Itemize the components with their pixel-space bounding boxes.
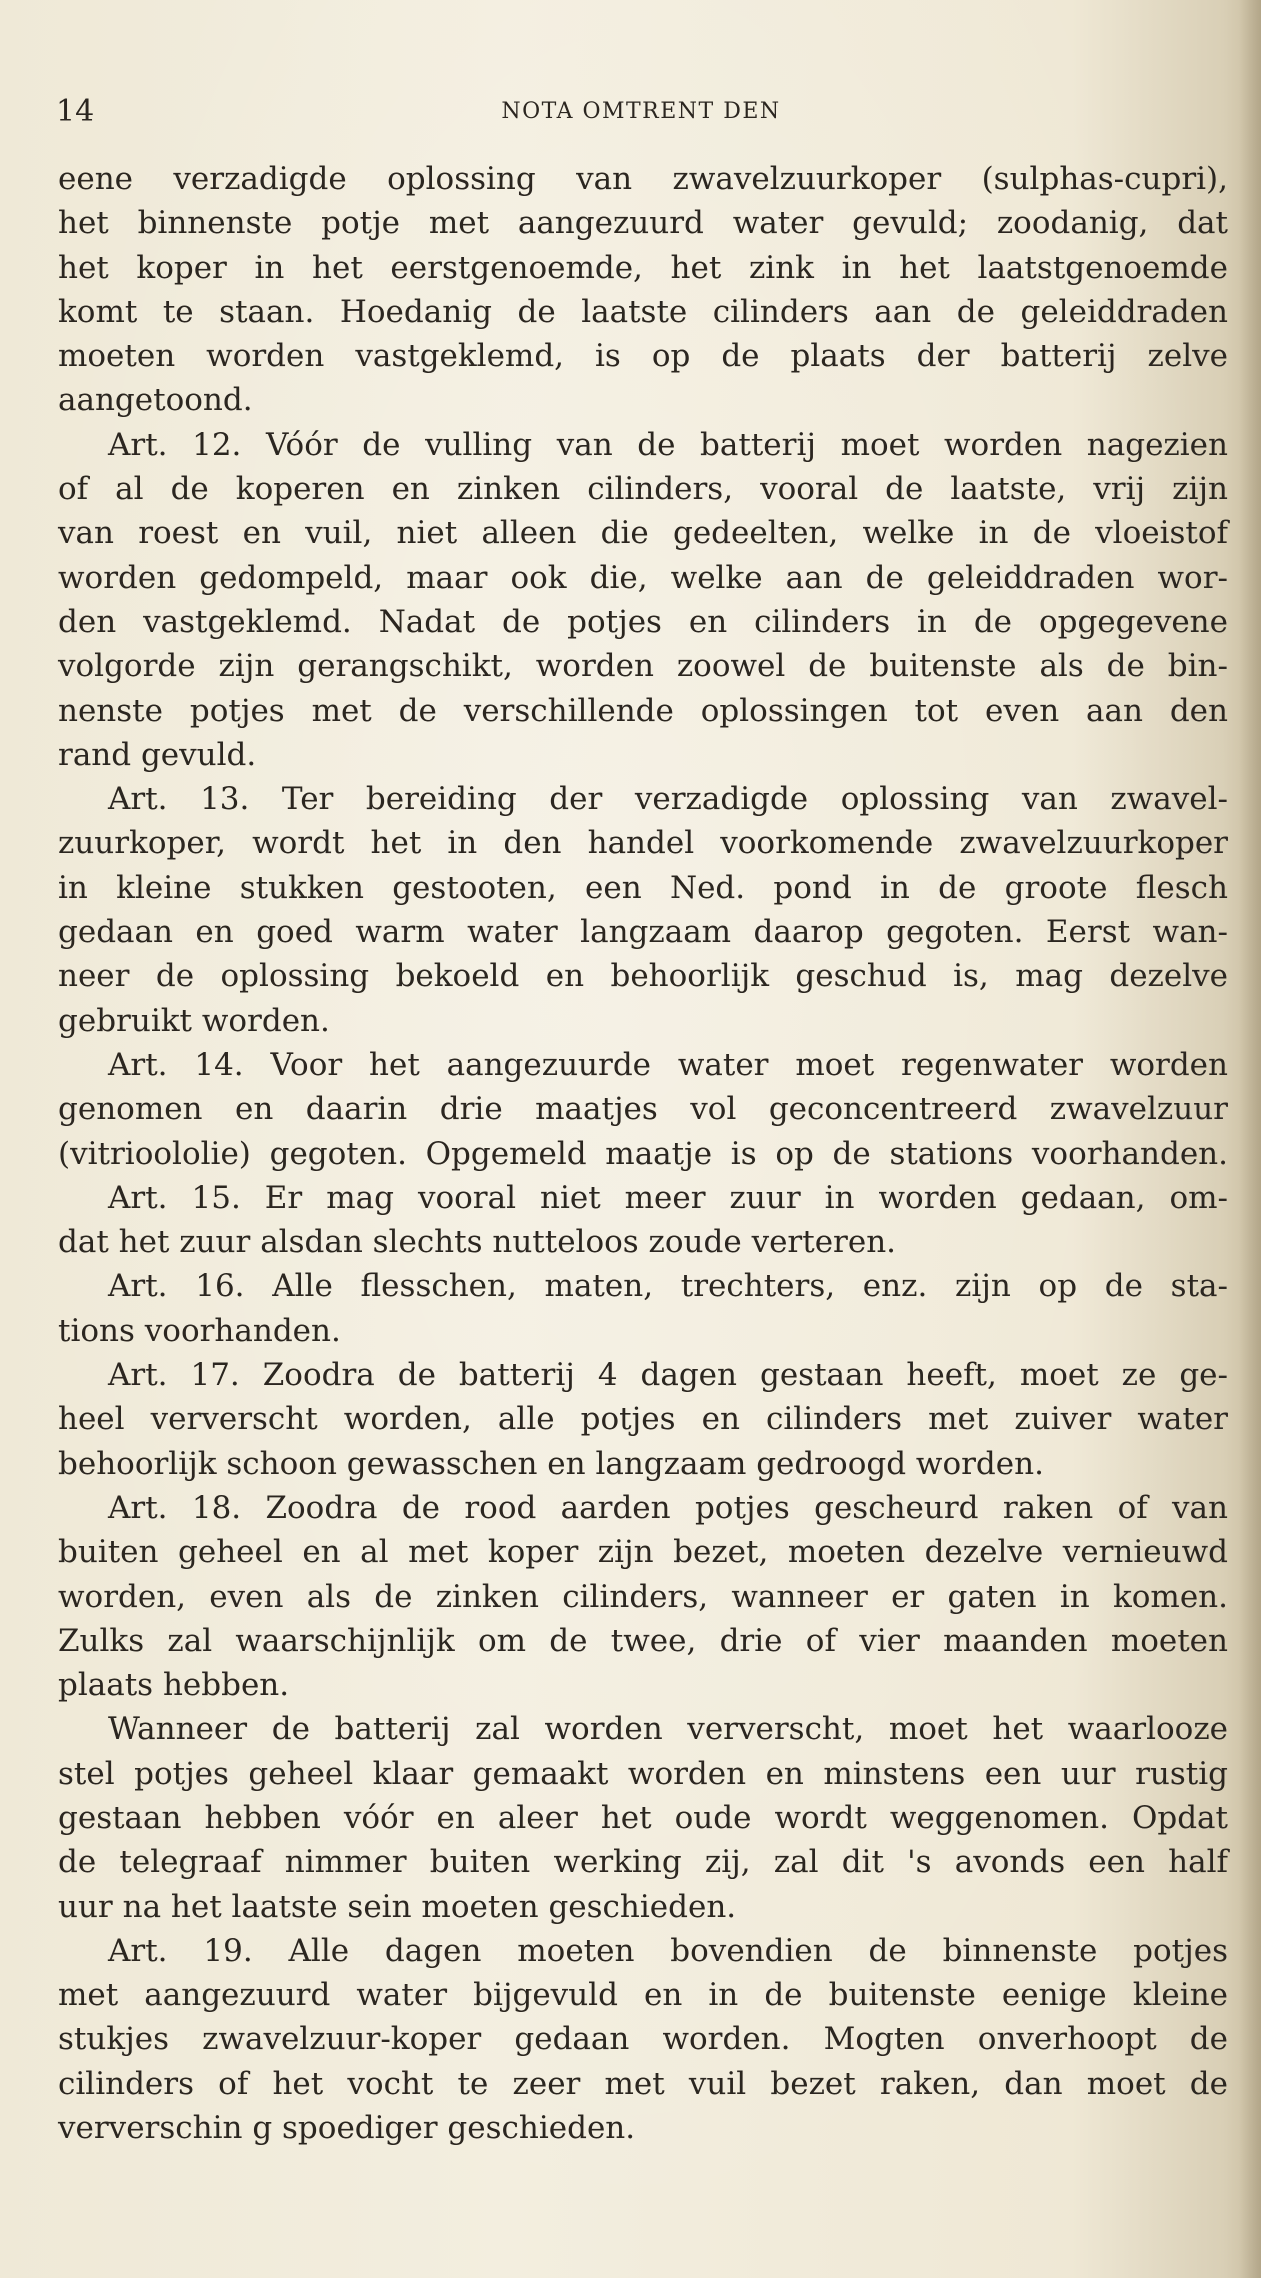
text-line: heel ververscht worden, alle potjes en cilinders met zuiver water	[58, 1401, 1228, 1438]
text-line: het binnenste potje met aangezuurd water gevuld; zoodanig, dat	[58, 205, 1228, 242]
text-line: worden, even als de zinken cilinders, wanneer er gaten in komen.	[58, 1578, 1228, 1615]
text-line: behoorlijk schoon gewasschen en langzaam gedroogd worden.	[58, 1445, 1044, 1482]
text-line: tions voorhanden.	[58, 1312, 341, 1349]
body-text	[58, 157, 1228, 2150]
text-line: Art. 16. Alle flesschen, maten, trechters, enz. zijn op de sta-	[108, 1268, 1228, 1305]
text-line: stukjes zwavelzuur-koper gedaan worden. Mogten onverhoopt de	[58, 2021, 1228, 2058]
page-edge	[1239, 0, 1261, 2278]
running-head: NOTA OMTRENT DEN	[501, 99, 781, 124]
text-line: stel potjes geheel klaar gemaakt worden en minstens een uur rustig	[58, 1755, 1228, 1792]
text-line: zuurkoper, wordt het in den handel voorkomende zwavelzuurkoper	[58, 825, 1228, 862]
text-line: gestaan hebben vóór en aleer het oude wordt weggenomen. Opdat	[58, 1799, 1228, 1836]
text-line: eene verzadigde oplossing van zwavelzuurkoper (sulphas-cupri),	[58, 161, 1228, 197]
text-line: Wanneer de batterij zal worden ververscht, moet het waarlooze	[108, 1711, 1228, 1748]
text-line: uur na het laatste sein moeten geschieden.	[58, 1888, 737, 1925]
text-line: Art. 18. Zoodra de rood aarden potjes gescheurd raken of van	[108, 1489, 1228, 1526]
text-line: van roest en vuil, niet alleen die gedeelten, welke in de vloeistof	[58, 515, 1228, 552]
text-line: of al de koperen en zinken cilinders, vooral de laatste, vrij zijn	[58, 471, 1228, 508]
text-line: aangetoond.	[58, 382, 253, 419]
text-line: plaats hebben.	[58, 1667, 290, 1704]
text-line: ververschin g spoediger geschieden.	[58, 2110, 636, 2147]
text-line: gedaan en goed warm water langzaam daarop gegoten. Eerst wan-	[58, 914, 1228, 951]
text-line: Art. 15. Er mag vooral niet meer zuur in worden gedaan, om-	[108, 1179, 1228, 1216]
text-line: in kleine stukken gestooten, een Ned. pond in de groote flesch	[58, 869, 1228, 906]
text-line: Art. 19. Alle dagen moeten bovendien de binnenste potjes	[108, 1932, 1228, 1969]
text-line: worden gedompeld, maar ook die, welke aan de geleiddraden wor-	[58, 559, 1228, 596]
text-line: Art. 13. Ter bereiding der verzadigde oplossing van zwavel-	[108, 781, 1228, 818]
text-line: gebruikt worden.	[58, 1002, 330, 1039]
text-line: met aangezuurd water bijgevuld en in de buitenste eenige kleine	[58, 1977, 1228, 2014]
text-line: Art. 14. Voor het aangezuurde water moet regenwater worden	[108, 1046, 1228, 1083]
page-header	[56, 92, 1226, 132]
text-line: Art. 17. Zoodra de batterij 4 dagen gestaan heeft, moet ze ge-	[108, 1357, 1228, 1394]
text-line: den vastgeklemd. Nadat de potjes en cilinders in de opgegevene	[58, 603, 1228, 640]
text-line: dat het zuur alsdan slechts nutteloos zoude verteren.	[58, 1224, 897, 1261]
text-line: neer de oplossing bekoeld en behoorlijk geschud is, mag dezelve	[58, 958, 1228, 995]
text-line: het koper in het eerstgenoemde, het zink in het laatstgenoemde	[58, 249, 1228, 286]
page-number: 14	[56, 94, 95, 129]
text-line: nenste potjes met de verschillende oplossingen tot even aan den	[58, 692, 1228, 729]
text-line: Zulks zal waarschijnlijk om de twee, drie of vier maanden moeten	[58, 1622, 1228, 1659]
text-line: (vitrioololie) gegoten. Opgemeld maatje is op de stations voorhanden.	[58, 1135, 1228, 1172]
text-line: buiten geheel en al met koper zijn bezet, moeten dezelve vernieuwd	[58, 1534, 1228, 1571]
text-line: volgorde zijn gerangschikt, worden zoowel de buitenste als de bin-	[58, 648, 1228, 685]
text-line: moeten worden vastgeklemd, is op de plaats der batterij zelve	[58, 338, 1228, 375]
text-line: cilinders of het vocht te zeer met vuil bezet raken, dan moet de	[58, 2065, 1228, 2102]
text-line: genomen en daarin drie maatjes vol geconcentreerd zwavelzuur	[58, 1091, 1228, 1128]
text-line: Art. 12. Vóór de vulling van de batterij moet worden nagezien	[108, 426, 1228, 463]
text-line: komt te staan. Hoedanig de laatste cilinders aan de geleiddraden	[58, 293, 1228, 330]
text-line: rand gevuld.	[58, 736, 257, 773]
text-line: de telegraaf nimmer buiten werking zij, zal dit 's avonds een half	[58, 1844, 1228, 1881]
